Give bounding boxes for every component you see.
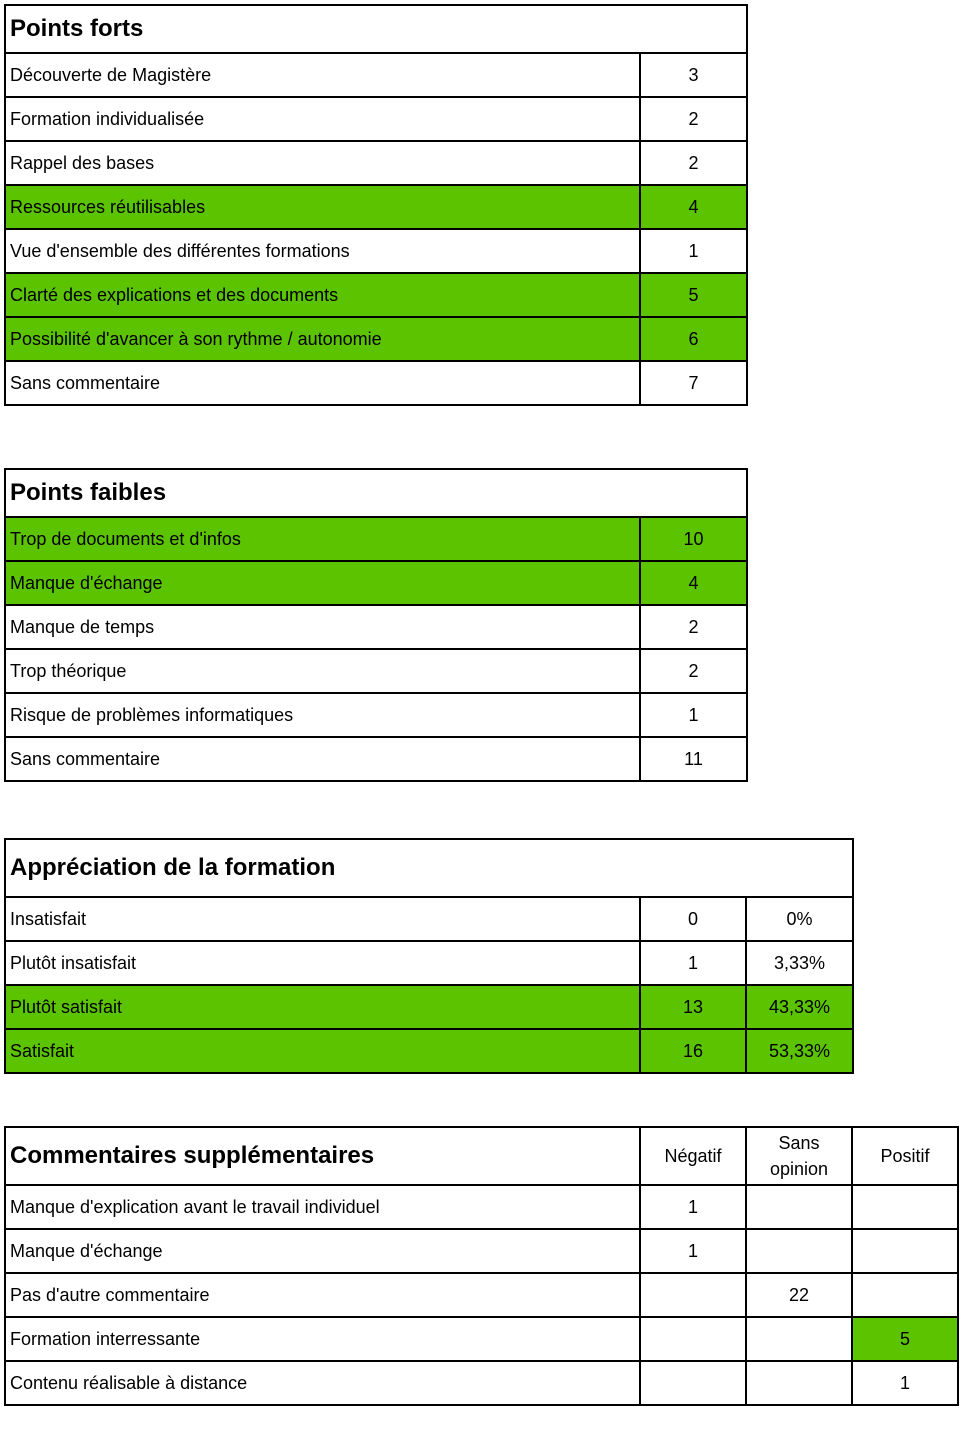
- row-label: Formation interressante: [5, 1317, 640, 1361]
- table-row: [5, 693, 747, 737]
- table-row-highlighted: [5, 317, 747, 361]
- row-count: 5: [640, 273, 747, 317]
- row-count: 0: [640, 897, 746, 941]
- column-header-positif: Positif: [852, 1127, 958, 1185]
- table-row-highlighted: [5, 561, 747, 605]
- table-row-highlighted: [5, 1029, 853, 1073]
- cell-sans-opinion: [746, 1229, 852, 1273]
- row-count: 2: [640, 97, 747, 141]
- row-count: 7: [640, 361, 747, 405]
- row-label: Manque de temps: [5, 605, 640, 649]
- commentaires-table: [4, 1126, 959, 1406]
- table-row: [5, 737, 747, 781]
- table-row: [5, 649, 747, 693]
- row-label: Manque d'échange: [5, 561, 640, 605]
- table-row: [5, 897, 853, 941]
- cell-positif: 1: [852, 1361, 958, 1405]
- cell-negatif: 1: [640, 1185, 746, 1229]
- cell-negatif: 1: [640, 1229, 746, 1273]
- row-label: Trop de documents et d'infos: [5, 517, 640, 561]
- row-label: Manque d'explication avant le travail individuel: [5, 1185, 640, 1229]
- table-row: [5, 1185, 958, 1229]
- table-row: [5, 1229, 958, 1273]
- row-count: 10: [640, 517, 747, 561]
- row-label: Possibilité d'avancer à son rythme / autonomie: [5, 317, 640, 361]
- cell-positif: [852, 1273, 958, 1317]
- commentaires-title: Commentaires supplémentaires: [5, 1127, 640, 1185]
- appreciation-title: Appréciation de la formation: [5, 839, 853, 897]
- row-label: Découverte de Magistère: [5, 53, 640, 97]
- table-row-highlighted: [5, 985, 853, 1029]
- row-percent: 53,33%: [746, 1029, 853, 1073]
- row-label: Ressources réutilisables: [5, 185, 640, 229]
- row-label: Sans commentaire: [5, 737, 640, 781]
- row-label: Insatisfait: [5, 897, 640, 941]
- row-label: Formation individualisée: [5, 97, 640, 141]
- cell-positif: [852, 1229, 958, 1273]
- row-count: 6: [640, 317, 747, 361]
- row-label: Manque d'échange: [5, 1229, 640, 1273]
- table-row: [5, 941, 853, 985]
- table-row-highlighted: [5, 185, 747, 229]
- row-count: 1: [640, 693, 747, 737]
- table-row: [5, 53, 747, 97]
- cell-positif: [852, 1185, 958, 1229]
- table-row: [5, 605, 747, 649]
- column-header-negatif: Négatif: [640, 1127, 746, 1185]
- cell-positif-highlighted: 5: [852, 1317, 958, 1361]
- row-count: 11: [640, 737, 747, 781]
- row-count: 1: [640, 941, 746, 985]
- row-count: 2: [640, 605, 747, 649]
- row-count: 13: [640, 985, 746, 1029]
- cell-negatif: [640, 1317, 746, 1361]
- appreciation-table: [4, 838, 854, 1074]
- points-forts-title: Points forts: [5, 5, 747, 53]
- row-label: Contenu réalisable à distance: [5, 1361, 640, 1405]
- table-row: [5, 229, 747, 273]
- row-label: Trop théorique: [5, 649, 640, 693]
- table-row: [5, 141, 747, 185]
- row-count: 3: [640, 53, 747, 97]
- row-label: Rappel des bases: [5, 141, 640, 185]
- table-row: [5, 361, 747, 405]
- table-row-highlighted: [5, 517, 747, 561]
- cell-sans-opinion: [746, 1185, 852, 1229]
- row-label: Sans commentaire: [5, 361, 640, 405]
- row-label: Clarté des explications et des documents: [5, 273, 640, 317]
- row-count: 1: [640, 229, 747, 273]
- row-count: 2: [640, 141, 747, 185]
- row-label: Satisfait: [5, 1029, 640, 1073]
- row-count: 4: [640, 185, 747, 229]
- cell-negatif: [640, 1361, 746, 1405]
- points-forts-table: [4, 4, 748, 406]
- row-label: Vue d'ensemble des différentes formations: [5, 229, 640, 273]
- table-row: [5, 1317, 958, 1361]
- cell-sans-opinion: 22: [746, 1273, 852, 1317]
- row-percent: 43,33%: [746, 985, 853, 1029]
- table-row-highlighted: [5, 273, 747, 317]
- cell-negatif: [640, 1273, 746, 1317]
- row-count: 4: [640, 561, 747, 605]
- points-faibles-title: Points faibles: [5, 469, 747, 517]
- cell-sans-opinion: [746, 1361, 852, 1405]
- row-label: Risque de problèmes informatiques: [5, 693, 640, 737]
- row-count: 2: [640, 649, 747, 693]
- column-header-sans-opinion: Sans opinion: [746, 1127, 852, 1185]
- row-label: Pas d'autre commentaire: [5, 1273, 640, 1317]
- row-percent: 0%: [746, 897, 853, 941]
- points-faibles-table: [4, 468, 748, 782]
- table-row: [5, 1273, 958, 1317]
- row-label: Plutôt satisfait: [5, 985, 640, 1029]
- cell-sans-opinion: [746, 1317, 852, 1361]
- row-count: 16: [640, 1029, 746, 1073]
- table-row: [5, 1361, 958, 1405]
- row-percent: 3,33%: [746, 941, 853, 985]
- table-row: [5, 97, 747, 141]
- row-label: Plutôt insatisfait: [5, 941, 640, 985]
